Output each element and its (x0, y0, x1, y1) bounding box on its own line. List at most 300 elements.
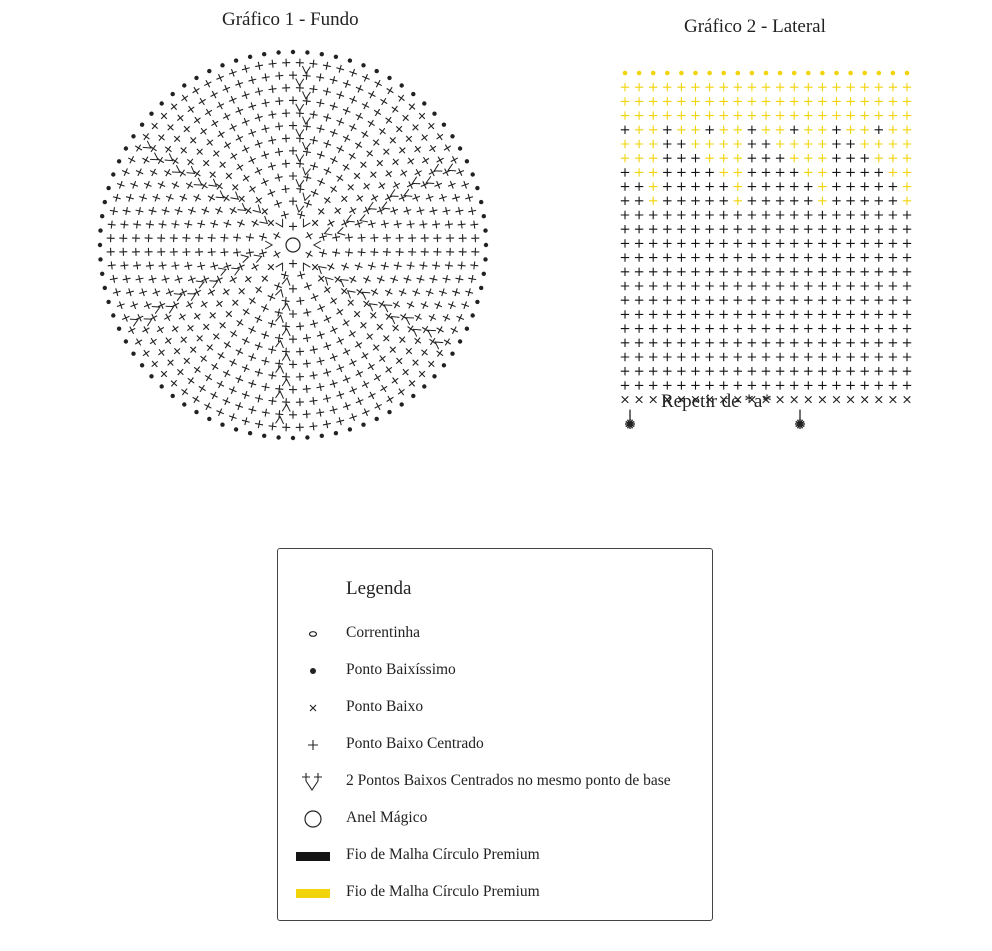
center-single-crochet-mark (861, 154, 869, 162)
center-single-crochet-mark (776, 97, 784, 105)
center-single-crochet-mark (804, 111, 812, 119)
center-single-crochet-mark (649, 367, 657, 375)
center-single-crochet-mark (734, 211, 742, 219)
center-single-crochet-mark (846, 324, 854, 332)
center-single-crochet-mark (621, 353, 629, 361)
center-single-crochet-mark (663, 353, 671, 361)
center-single-crochet-mark (621, 367, 629, 375)
center-single-crochet-mark (846, 211, 854, 219)
slip-stitch-mark (679, 71, 684, 76)
center-single-crochet-mark (832, 339, 840, 347)
legend-label: Correntinha (346, 624, 421, 641)
center-single-crochet-mark (663, 381, 671, 389)
chain-icon (290, 622, 336, 646)
slip-stitch-mark (806, 71, 811, 76)
center-single-crochet-mark (705, 225, 713, 233)
single-crochet-mark (847, 396, 854, 403)
center-single-crochet-mark (734, 253, 742, 261)
center-single-crochet-mark (861, 97, 869, 105)
center-single-crochet-mark (790, 353, 798, 361)
center-single-crochet-mark (832, 253, 840, 261)
center-single-crochet-mark (875, 381, 883, 389)
center-single-crochet-mark (720, 253, 728, 261)
center-single-crochet-mark (663, 111, 671, 119)
center-single-crochet-mark (818, 367, 826, 375)
center-single-crochet-mark (621, 83, 629, 91)
slip-stitch-mark (792, 71, 797, 76)
center-single-crochet-mark (663, 168, 671, 176)
center-single-crochet-mark (677, 282, 685, 290)
center-single-crochet-mark (663, 97, 671, 105)
center-single-crochet-mark (621, 339, 629, 347)
center-single-crochet-mark (776, 381, 784, 389)
center-single-crochet-mark (649, 126, 657, 134)
center-single-crochet-mark (635, 381, 643, 389)
center-single-crochet-mark (804, 239, 812, 247)
single-crochet-mark (819, 396, 826, 403)
slip-stitch-icon (290, 659, 336, 683)
legend-item-slip-stitch (278, 659, 712, 683)
center-single-crochet-mark (790, 239, 798, 247)
single-crochet-mark (833, 396, 840, 403)
center-single-crochet-mark (720, 126, 728, 134)
center-single-crochet-mark (649, 154, 657, 162)
center-single-crochet-mark (832, 239, 840, 247)
single-crochet-mark (890, 396, 897, 403)
center-single-crochet-mark (861, 83, 869, 91)
slip-stitch-mark (877, 71, 882, 76)
center-single-crochet-mark (649, 239, 657, 247)
center-single-crochet-mark (748, 211, 756, 219)
center-single-crochet-mark (889, 353, 897, 361)
center-single-crochet-mark (677, 154, 685, 162)
center-single-crochet-mark (889, 268, 897, 276)
center-single-crochet-mark (889, 282, 897, 290)
center-single-crochet-mark (621, 381, 629, 389)
center-single-crochet-mark (663, 83, 671, 91)
center-single-crochet-mark (846, 353, 854, 361)
center-single-crochet-mark (776, 211, 784, 219)
center-single-crochet-mark (649, 168, 657, 176)
center-single-crochet-mark (748, 239, 756, 247)
center-single-crochet-mark (804, 282, 812, 290)
center-single-crochet-mark (720, 310, 728, 318)
single-crochet-mark (650, 396, 657, 403)
slip-stitch-mark (764, 71, 769, 76)
center-single-crochet-mark (861, 381, 869, 389)
center-single-crochet-mark (804, 126, 812, 134)
center-single-crochet-mark (889, 140, 897, 148)
center-single-crochet-mark (818, 310, 826, 318)
center-single-crochet-mark (691, 197, 699, 205)
center-single-crochet-mark (804, 310, 812, 318)
legend-item-single-crochet (278, 696, 712, 720)
center-single-crochet-mark (621, 324, 629, 332)
center-single-crochet-mark (804, 154, 812, 162)
center-single-crochet-mark (846, 282, 854, 290)
center-single-crochet-mark (720, 182, 728, 190)
center-single-crochet-mark (734, 324, 742, 332)
center-single-crochet-mark (861, 140, 869, 148)
center-single-crochet-mark (762, 154, 770, 162)
center-single-crochet-mark (635, 353, 643, 361)
center-single-crochet-mark (635, 282, 643, 290)
slip-stitch-mark (623, 71, 628, 76)
center-single-crochet-mark (875, 140, 883, 148)
center-single-crochet-mark (790, 168, 798, 176)
center-single-crochet-mark (846, 126, 854, 134)
center-single-crochet-mark (861, 296, 869, 304)
center-single-crochet-mark (734, 111, 742, 119)
center-single-crochet-mark (889, 225, 897, 233)
single-crochet-mark (904, 396, 911, 403)
center-single-crochet-mark (861, 310, 869, 318)
single-crochet-mark (636, 396, 643, 403)
center-single-crochet-mark (790, 140, 798, 148)
center-single-crochet-mark (720, 140, 728, 148)
chart1-title: Gráfico 1 - Fundo (222, 9, 359, 30)
center-single-crochet-mark (818, 111, 826, 119)
center-single-crochet-mark (776, 111, 784, 119)
center-single-crochet-mark (748, 168, 756, 176)
center-single-crochet-mark (818, 168, 826, 176)
center-single-crochet-mark (705, 140, 713, 148)
center-single-crochet-mark (875, 239, 883, 247)
center-single-crochet-mark (903, 211, 911, 219)
center-single-crochet-mark (649, 182, 657, 190)
center-single-crochet-mark (663, 367, 671, 375)
center-single-crochet-mark (621, 140, 629, 148)
center-single-crochet-mark (663, 154, 671, 162)
center-single-crochet-mark (903, 126, 911, 134)
center-single-crochet-mark (762, 367, 770, 375)
center-single-crochet-mark (903, 367, 911, 375)
legend-box (277, 548, 713, 921)
center-single-crochet-mark (649, 268, 657, 276)
center-single-crochet-mark (663, 310, 671, 318)
center-single-crochet-mark (776, 353, 784, 361)
center-single-crochet-mark (818, 268, 826, 276)
center-single-crochet-mark (790, 282, 798, 290)
center-single-crochet-mark (705, 339, 713, 347)
center-single-crochet-mark (818, 197, 826, 205)
center-single-crochet-mark (832, 282, 840, 290)
center-single-crochet-mark (776, 324, 784, 332)
center-single-crochet-mark (677, 367, 685, 375)
center-single-crochet-mark (748, 140, 756, 148)
slip-stitch-mark (891, 71, 896, 76)
center-single-crochet-mark (804, 353, 812, 361)
center-single-crochet-mark (903, 296, 911, 304)
legend-item-yellow-yarn (278, 881, 712, 905)
center-single-crochet-mark (762, 97, 770, 105)
center-single-crochet-mark (720, 353, 728, 361)
legend-label: Ponto Baixo (346, 698, 424, 715)
center-single-crochet-mark (790, 296, 798, 304)
center-single-crochet-mark (889, 381, 897, 389)
center-single-crochet-mark (846, 83, 854, 91)
center-single-crochet-mark (677, 324, 685, 332)
center-single-crochet-mark (762, 239, 770, 247)
center-single-crochet-mark (818, 211, 826, 219)
center-single-crochet-mark (720, 211, 728, 219)
center-single-crochet-mark (846, 197, 854, 205)
center-single-crochet-mark (861, 168, 869, 176)
slip-stitch-mark (651, 71, 656, 76)
legend-item-center-single-crochet (278, 733, 712, 757)
center-single-crochet-mark (635, 182, 643, 190)
center-single-crochet-mark (691, 168, 699, 176)
center-single-crochet-mark (734, 83, 742, 91)
center-single-crochet-mark (635, 310, 643, 318)
center-single-crochet-mark (663, 324, 671, 332)
center-single-crochet-mark (861, 111, 869, 119)
center-single-crochet-mark (705, 111, 713, 119)
center-single-crochet-mark (861, 268, 869, 276)
center-single-crochet-mark (762, 339, 770, 347)
center-single-crochet-mark (903, 339, 911, 347)
center-single-crochet-mark (889, 83, 897, 91)
legend-item-magic-ring (278, 807, 712, 831)
center-single-crochet-mark (748, 339, 756, 347)
center-single-crochet-mark (889, 197, 897, 205)
center-single-crochet-mark (677, 182, 685, 190)
center-single-crochet-mark (621, 111, 629, 119)
magic-ring-icon (290, 807, 336, 831)
legend-label: 2 Pontos Baixos Centrados no mesmo ponto de base (346, 772, 671, 789)
center-single-crochet-mark (875, 225, 883, 233)
center-single-crochet-mark (804, 339, 812, 347)
center-single-crochet-mark (691, 353, 699, 361)
center-single-crochet-mark (875, 268, 883, 276)
center-single-crochet-mark (790, 310, 798, 318)
center-single-crochet-mark (677, 197, 685, 205)
center-single-crochet-mark (720, 154, 728, 162)
center-single-crochet-mark (635, 253, 643, 261)
center-single-crochet-mark (734, 168, 742, 176)
center-single-crochet-mark (903, 324, 911, 332)
center-single-crochet-mark (762, 126, 770, 134)
center-single-crochet-mark (635, 324, 643, 332)
center-single-crochet-mark (790, 225, 798, 233)
center-single-crochet-mark (635, 83, 643, 91)
center-single-crochet-mark (818, 381, 826, 389)
center-single-crochet-mark (790, 154, 798, 162)
center-single-crochet-mark (677, 239, 685, 247)
center-single-crochet-mark (804, 225, 812, 233)
center-single-crochet-mark (846, 97, 854, 105)
center-single-crochet-mark (804, 268, 812, 276)
center-single-crochet-mark (663, 253, 671, 261)
center-single-crochet-mark (748, 83, 756, 91)
center-single-crochet-mark (748, 154, 756, 162)
center-single-crochet-mark (762, 268, 770, 276)
center-single-crochet-mark (734, 182, 742, 190)
center-single-crochet-mark (832, 296, 840, 304)
chart2-title: Gráfico 2 - Lateral (684, 16, 826, 37)
center-single-crochet-mark (861, 239, 869, 247)
center-single-crochet-mark (748, 296, 756, 304)
center-single-crochet-mark (889, 367, 897, 375)
center-single-crochet-mark (875, 310, 883, 318)
legend-item-black-yarn (278, 844, 712, 868)
center-single-crochet-mark (748, 126, 756, 134)
center-single-crochet-mark (776, 339, 784, 347)
center-single-crochet-mark (861, 282, 869, 290)
center-single-crochet-mark (677, 310, 685, 318)
legend-label: Ponto Baixo Centrado (346, 735, 484, 752)
center-single-crochet-mark (804, 182, 812, 190)
center-single-crochet-mark (649, 310, 657, 318)
center-single-crochet-mark (748, 310, 756, 318)
center-single-crochet-mark (635, 126, 643, 134)
legend-title: Legenda (346, 578, 412, 599)
center-single-crochet-mark (734, 353, 742, 361)
center-single-crochet-mark (846, 296, 854, 304)
center-single-crochet-mark (663, 211, 671, 219)
slip-stitch-mark (905, 71, 910, 76)
center-single-crochet-mark (818, 182, 826, 190)
center-single-crochet-mark (903, 83, 911, 91)
center-single-crochet-mark (635, 168, 643, 176)
center-single-crochet-mark (748, 282, 756, 290)
center-single-crochet-mark (663, 296, 671, 304)
center-single-crochet-mark (677, 126, 685, 134)
center-single-crochet-mark (903, 97, 911, 105)
center-single-crochet-mark (663, 339, 671, 347)
center-single-crochet-mark (705, 154, 713, 162)
legend-label: Anel Mágico (346, 809, 428, 826)
center-single-crochet-mark (748, 225, 756, 233)
center-single-crochet-mark (649, 211, 657, 219)
center-single-crochet-mark (832, 97, 840, 105)
single-crochet-mark (791, 396, 798, 403)
center-single-crochet-mark (818, 296, 826, 304)
center-single-crochet-mark (720, 197, 728, 205)
center-single-crochet-mark (635, 154, 643, 162)
single-crochet-mark (805, 396, 812, 403)
center-single-crochet-mark (889, 182, 897, 190)
center-single-crochet-mark (720, 381, 728, 389)
center-single-crochet-mark (875, 296, 883, 304)
center-single-crochet-mark (748, 268, 756, 276)
center-single-crochet-mark (748, 324, 756, 332)
center-single-crochet-mark (621, 126, 629, 134)
center-single-crochet-mark (762, 182, 770, 190)
center-single-crochet-mark (691, 111, 699, 119)
center-single-crochet-mark (818, 154, 826, 162)
center-single-crochet-mark (818, 253, 826, 261)
center-single-crochet-mark (875, 367, 883, 375)
center-single-crochet-mark (889, 97, 897, 105)
center-single-crochet-mark (705, 126, 713, 134)
center-single-crochet-mark (734, 126, 742, 134)
center-single-crochet-mark (677, 168, 685, 176)
legend-label: Fio de Malha Círculo Premium (346, 883, 540, 900)
center-single-crochet-mark (705, 253, 713, 261)
center-single-crochet-mark (705, 324, 713, 332)
center-single-crochet-mark (846, 111, 854, 119)
center-single-crochet-mark (762, 111, 770, 119)
center-single-crochet-mark (875, 111, 883, 119)
increase-icon (290, 770, 336, 794)
center-single-crochet-mark (748, 197, 756, 205)
center-single-crochet-mark (677, 381, 685, 389)
center-single-crochet-mark (663, 182, 671, 190)
center-single-crochet-mark (635, 339, 643, 347)
center-single-crochet-mark (875, 97, 883, 105)
center-single-crochet-mark (635, 225, 643, 233)
center-single-crochet-mark (621, 154, 629, 162)
center-single-crochet-mark (649, 353, 657, 361)
legend-item-chain (278, 622, 712, 646)
center-single-crochet-mark (720, 168, 728, 176)
center-single-crochet-mark (635, 197, 643, 205)
center-single-crochet-mark (776, 367, 784, 375)
center-single-crochet-mark (734, 268, 742, 276)
center-single-crochet-mark (889, 239, 897, 247)
center-single-crochet-mark (861, 225, 869, 233)
center-single-crochet-mark (804, 140, 812, 148)
center-single-crochet-mark (649, 225, 657, 233)
center-single-crochet-mark (762, 296, 770, 304)
center-single-crochet-mark (903, 225, 911, 233)
center-single-crochet-mark (832, 197, 840, 205)
center-single-crochet-mark (790, 211, 798, 219)
center-single-crochet-mark (705, 182, 713, 190)
center-single-crochet-mark (832, 154, 840, 162)
center-single-crochet-mark (705, 282, 713, 290)
center-single-crochet-mark (705, 296, 713, 304)
center-single-crochet-mark (790, 197, 798, 205)
center-single-crochet-mark (903, 282, 911, 290)
center-single-crochet-mark (832, 353, 840, 361)
center-single-crochet-mark (889, 296, 897, 304)
center-single-crochet-mark (832, 367, 840, 375)
center-single-crochet-mark (720, 97, 728, 105)
slip-stitch-mark (820, 71, 825, 76)
center-single-crochet-mark (776, 140, 784, 148)
center-single-crochet-mark (621, 310, 629, 318)
center-single-crochet-mark (776, 83, 784, 91)
center-single-crochet-mark (621, 168, 629, 176)
center-single-crochet-mark (705, 168, 713, 176)
single-crochet-mark (622, 396, 629, 403)
center-single-crochet-mark (705, 268, 713, 276)
center-single-crochet-mark (635, 296, 643, 304)
center-single-crochet-mark (677, 97, 685, 105)
center-single-crochet-mark (776, 268, 784, 276)
side-chart (0, 0, 992, 470)
center-single-crochet-mark (649, 296, 657, 304)
center-single-crochet-mark (691, 154, 699, 162)
center-single-crochet-mark (861, 182, 869, 190)
center-single-crochet-mark (832, 168, 840, 176)
center-single-crochet-mark (875, 182, 883, 190)
slip-stitch-mark (862, 71, 867, 76)
center-single-crochet-mark (621, 239, 629, 247)
center-single-crochet-mark (705, 197, 713, 205)
legend-label: Fio de Malha Círculo Premium (346, 846, 540, 863)
slip-stitch-mark (834, 71, 839, 76)
center-single-crochet-mark (748, 97, 756, 105)
center-single-crochet-mark (663, 140, 671, 148)
center-single-crochet-mark (720, 239, 728, 247)
center-single-crochet-mark (762, 310, 770, 318)
center-single-crochet-mark (762, 83, 770, 91)
center-single-crochet-mark (635, 367, 643, 375)
center-single-crochet-mark (720, 111, 728, 119)
